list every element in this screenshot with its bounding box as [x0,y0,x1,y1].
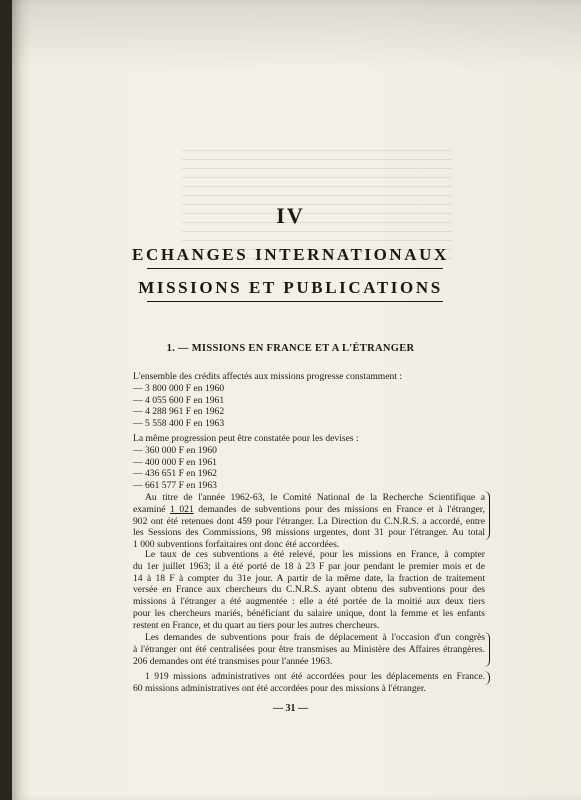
chapter-number: IV [276,203,305,228]
credits-item: — 4 288 961 F en 1962 [133,406,225,418]
paragraph-line: 206 demandes ont été transmises pour l'année 1963. [133,655,333,667]
page-number: — 31 — [273,703,308,714]
underlined-number: 1 021 [170,503,194,515]
devises-intro: La même progression peut être constatée pour les devises : [133,433,359,444]
paragraph-line: 1 919 missions administratives ont été accordées pour les déplacements en France. [145,671,485,682]
paragraph-line: 14 à 18 F à compter du 31e jour. A partir de la même date, la fraction de traitement [133,572,485,584]
margin-bracket [484,491,490,540]
paragraph-line: à l'étranger ont été centralisées pour être transmises au Ministère des Affaires étrangères. [133,643,485,655]
paragraph-2 [133,549,485,632]
chapter-title-line-1: ECHANGES INTERNATIONAUX [132,245,449,264]
devises-item: — 400 000 F en 1961 [133,456,217,468]
text-fragment: demandes de subventions pour des missions en France et à l'étranger, [193,503,485,515]
paragraph-4 [133,671,485,695]
title-underline-1 [147,268,443,269]
paragraph-line: 902 ont été retenues dont 459 pour l'étranger. La Direction du C.N.R.S. a accordé, entre [133,515,485,527]
margin-bracket [484,632,490,667]
paragraph-line: missions à l'étranger a été augmentée : elle a été portée de la moitié aux deux tiers [133,596,485,608]
title-underline-2 [147,301,443,302]
credits-item: — 5 558 400 F en 1963 [133,418,225,430]
paragraph-line: les Sessions des Commissions, 98 missions urgentes, dont 31 pour l'étranger. Au total [133,527,485,539]
devises-block [133,433,485,492]
credits-intro: L'ensemble des crédits affectés aux missions progresse constamment : [133,371,403,382]
devises-item: — 360 000 F en 1960 [133,444,217,456]
credits-item: — 3 800 000 F en 1960 [133,382,225,394]
paragraph-line: restent en France, et du quart au tiers pour les autres chercheurs. [133,619,380,631]
devises-item: — 661 577 F en 1963 [133,480,217,492]
credits-block [133,371,485,430]
paragraph-3 [133,632,485,667]
paragraph-line: Le taux de ces subventions a été relevé, pour les missions en France, à compter [145,549,485,560]
paragraph-line: versée en France aux chercheurs du C.N.R.S. ayant obtenu des subventions pour des [133,584,485,596]
paragraph-line: Au titre de l'année 1962-63, le Comité National de la Recherche Scientifique a [145,492,485,503]
paragraph-line [133,504,485,516]
credits-item: — 4 055 600 F en 1961 [133,394,225,406]
paragraph-line: 1 000 subventions forfaitaires ont donc été accordées. [133,539,340,551]
devises-item: — 436 651 F en 1962 [133,468,217,480]
chapter-title-line-2: MISSIONS ET PUBLICATIONS [138,278,443,297]
paragraph-line: Les demandes de subventions pour frais de déplacement à l'occasion d'un congrès [145,632,485,643]
paragraph-line: 60 missions administratives ont été accordées pour des missions à l'étranger. [133,682,426,694]
paragraph-1 [133,492,485,551]
section-heading: 1. — MISSIONS EN FRANCE ET A L'ÉTRANGER [166,343,415,354]
paragraph-line: pour les chercheurs mariés, bénéficiant du salaire unique, dont la femme et les enfants [133,607,485,619]
text-fragment: examiné [133,503,171,515]
paragraph-line: du 1er juillet 1963; il a été porté de 18 à 23 F par jour pendant le premier mois et de [133,560,485,572]
